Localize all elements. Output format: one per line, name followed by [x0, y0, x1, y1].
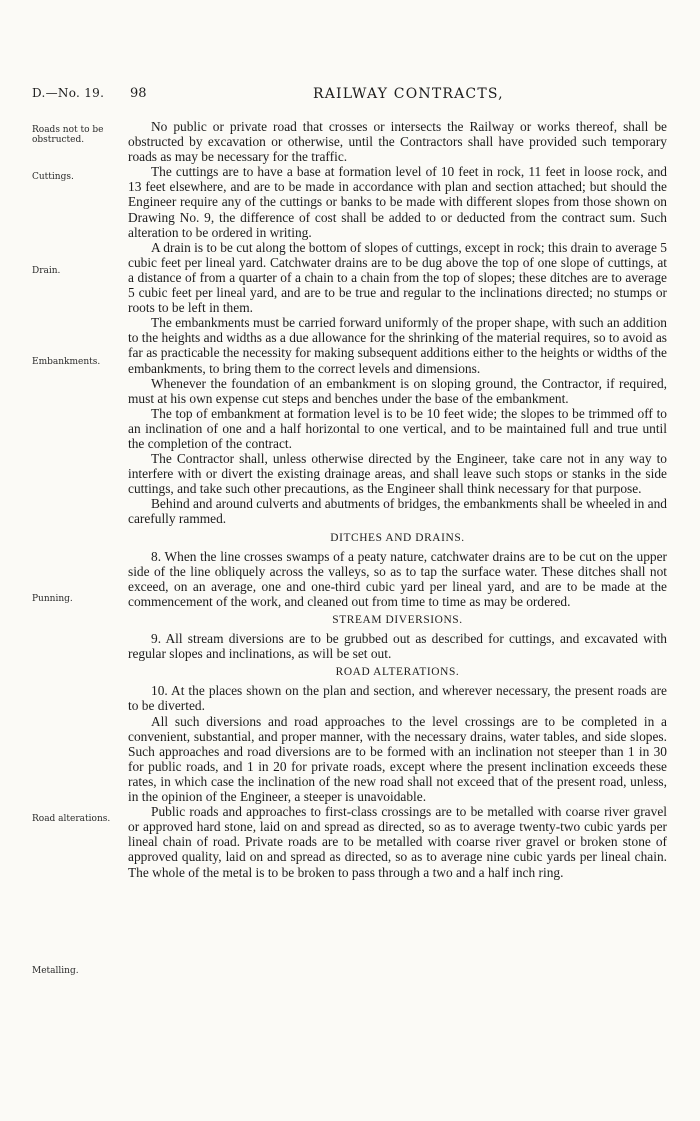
paragraph-cuttings: The cuttings are to have a base at formation level of 10 feet in rock, 11 feet in loose rock, and 13 feet elsewhere, and are to be made in accordance with plan and section attached; but should the Engineer require any of the cuttings or banks to be made with different slopes from those shown on Drawing No. 9, the difference of cost shall be added to or deducted from the contract sum. Such alteration to be ordered in writing.	[128, 164, 667, 240]
paragraph-clause-8: 8. When the line crosses swamps of a peaty nature, catchwater drains are to be cut on the upper side of the line obliquely across the valleys, so as to tap the surface water. These ditches shall not exceed, on an average, one and one-third cubic yard per lineal yard, and are to be made at the commencement of the work, and cleaned out from time to time as may be ordered.	[128, 548, 667, 609]
paragraph-clause-9: 9. All stream diversions are to be grubbed out as described for cuttings, and excavated with regular slopes and inclinations, as will be set out.	[128, 631, 667, 662]
paragraph-embankment-top: The top of embankment at formation level is to be 10 feet wide; the slopes to be trimmed off to an inclination of one and a half horizontal to one vertical, and to be maintained full and true until the completion of the contract.	[128, 405, 667, 451]
heading-stream-diversions: STREAM DIVERSIONS.	[332, 614, 463, 626]
page-header	[0, 86, 700, 106]
paragraph-clause-10: 10. At the places shown on the plan and section, and wherever necessary, the present roads are to be diverted.	[128, 683, 667, 714]
margin-note-road-alterations: Road alterations.	[32, 814, 111, 824]
paragraph-foundation: Whenever the foundation of an embankment is on sloping ground, the Contractor, if required, must at his own expense cut steps and benches under the base of the embankment.	[128, 375, 667, 406]
paragraph-metalling: Public roads and approaches to first-class crossings are to be metalled with coarse river gravel or approved hard stone, laid on and spread as directed, so as to average twenty-two cubic yards per lineal chain of road. Private roads are to be metalled with coarse river gravel or broken stone of approved quality, laid on and spread as directed, so as to average nine cubic yards per lineal chain. The whole of the metal is to be broken to pass through a two and a half inch ring.	[128, 804, 667, 880]
heading-road-alterations: ROAD ALTERATIONS.	[335, 666, 460, 679]
document-id: D.—No. 19.	[32, 86, 105, 100]
running-title: RAILWAY CONTRACTS,	[313, 86, 504, 102]
paragraph-drain: A drain is to be cut along the bottom of slopes of cuttings, except in rock; this drain to average 5 cubic feet per lineal yard. Catchwater drains are to be dug above the top of one slope of cuttings, at a distance of from a quarter of a chain to a chain from the top of slopes; these ditches are to average 5 cubic feet per lineal yard, and are to be true and regular to the inclinations directed; no stumps or roots to be left in them.	[128, 239, 667, 316]
margin-note-roads: Roads not to be obstructed.	[32, 125, 104, 145]
heading-ditches-and-drains: DITCHES AND DRAINS.	[330, 531, 465, 544]
paragraph-drainage-areas: The Contractor shall, unless otherwise directed by the Engineer, take care not in any way to interfere with or divert the existing drainage areas, and shall leave such stops or stanks in the side cuttings, and take such other precautions, as the Engineer shall think necessary for that purpose.	[128, 451, 667, 497]
paragraph-road-approaches: All such diversions and road approaches to the level crossings are to be completed in a convenient, substantial, and proper manner, with the necessary drains, water tables, and side slopes. Such approaches and road diversions are to be formed with an inclination not steeper than 1 in 30 for public roads, and 1 in 20 for private roads, except where the present inclination exceeds these rates, in which case the inclination of the new road shall not exceed that of the present road, unless, in the opinion of the Engineer, a steeper is unavoidable.	[128, 713, 667, 805]
page-number: 98	[130, 86, 147, 101]
paragraph-roads: No public or private road that crosses or intersects the Railway or works thereof, shall be obstructed by excavation or otherwise, until the Contractors shall have provided such temporary roads as may be necessary for the traffic.	[128, 119, 667, 165]
margin-note-embankments: Embankments.	[32, 357, 101, 367]
margin-note-cuttings: Cuttings.	[32, 172, 74, 182]
margin-note-punning: Punning.	[32, 594, 73, 604]
paragraph-embankments: The embankments must be carried forward uniformly of the proper shape, with such an addition to the heights and widths as a due allowance for the shrinking of the material requires, so to avoid as far as practicable the necessity for making subsequent additions either to the heights or widths of the embankments, to bring them to the correct levels and dimensions.	[128, 315, 667, 376]
body-text	[128, 119, 667, 880]
margin-note-metalling: Metalling.	[32, 966, 79, 976]
paragraph-punning: Behind and around culverts and abutments of bridges, the embankments shall be wheeled in and carefully rammed.	[128, 496, 667, 527]
margin-note-drain: Drain.	[32, 266, 61, 276]
